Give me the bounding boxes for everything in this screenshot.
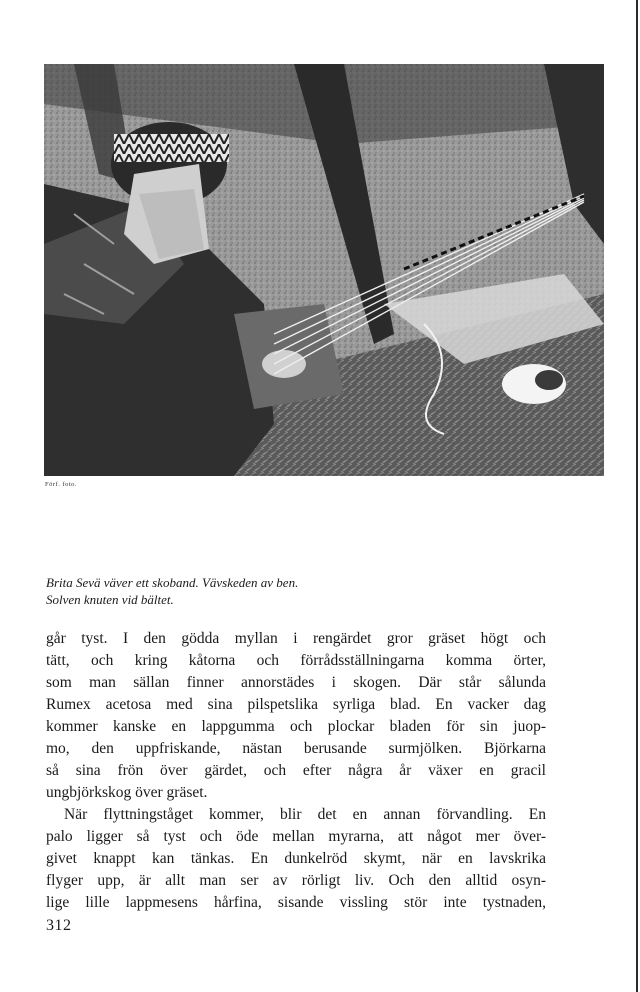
text-line: ungbjörkskog över gräset. [46,784,208,801]
text-line: kommer kanske en lappgumma och plockar bladen för sin juop- [46,718,546,735]
text-line: går tyst. I den gödda myllan i rengärdet gror gräset högt och [46,630,546,647]
text-line: givet knappt kan tänkas. En dunkelröd skymt, när en lavskrika [46,850,546,867]
text-line: När flyttningståget kommer, blir det en annan förvandling. En [64,806,546,823]
text-line: Rumex acetosa med sina pilspetslika syrliga blad. En vacker dag [46,696,546,713]
caption-line: Solven knuten vid bältet. [46,592,174,607]
photo-credit: Förf. foto. [45,481,78,488]
text-line: lige lille lappmesens hårfina, sisande vissling stör inte tystnaden, [46,894,546,911]
text-line: flyger upp, är allt man ser av rörligt liv. Och den alltid osyn- [46,872,546,889]
caption-line: Brita Sevä väver ett skoband. Vävskeden av ben. [46,575,299,590]
photo-caption [46,574,566,608]
text-line: så sina frön över gärdet, och efter några år växer en gracil [46,762,546,779]
text-line: som man sällan finner annorstädes i skogen. Där står sålunda [46,674,546,691]
page-edge [636,0,638,992]
body-text [46,628,546,914]
page-number: 312 [46,917,72,934]
text-line: palo ligger så tyst och öde mellan myrarna, att något mer över- [46,828,546,845]
text-line: mo, den uppfriskande, nästan berusande surmjölken. Björkarna [46,740,546,757]
paragraph-1 [46,628,546,804]
photo-illustration [44,64,604,476]
paragraph-2 [46,804,546,914]
text-line: tätt, och kring kåtorna och förrådsställningarna komma örter, [46,652,546,669]
photograph-weaving [44,64,604,476]
